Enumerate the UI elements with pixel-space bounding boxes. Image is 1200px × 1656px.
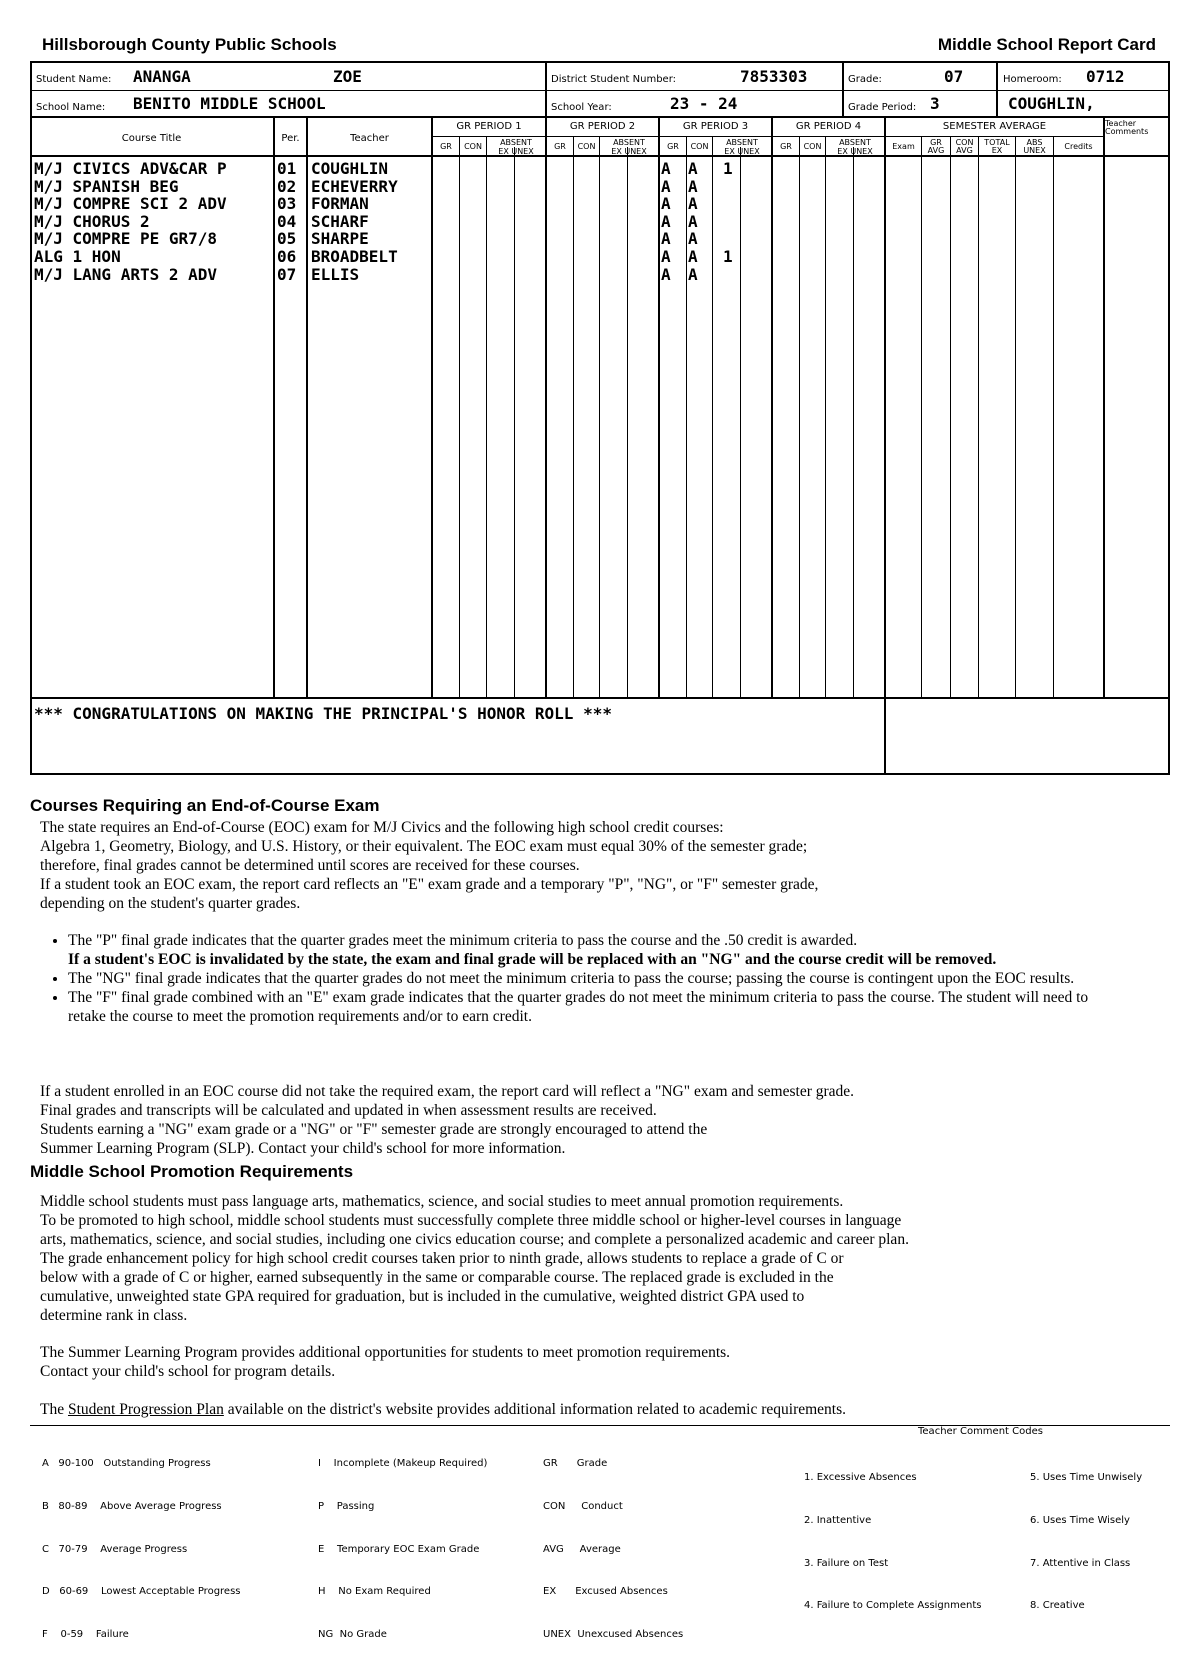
p3-gr: GR bbox=[667, 142, 679, 151]
grade-codes-legend bbox=[318, 1429, 487, 1656]
legend-line: AVG Average bbox=[543, 1543, 621, 1555]
p3-grade-cell: A bbox=[661, 264, 671, 284]
district-number: 7853303 bbox=[740, 67, 808, 86]
legend-line: EX Excused Absences bbox=[543, 1586, 668, 1598]
course-title-cell: M/J LANG ARTS 2 ADV bbox=[34, 264, 218, 284]
grade-scale-legend bbox=[42, 1429, 241, 1656]
promotion-line: arts, mathematics, science, and social studies, including one civics education course; and complete a personalized academic and career plan. bbox=[40, 1231, 909, 1248]
grade-label: Grade: bbox=[848, 74, 882, 85]
p3-conduct-cell: A bbox=[688, 211, 698, 231]
eoc-bullets bbox=[40, 931, 1100, 1026]
teacher-comment-codes-title: Teacher Comment Codes bbox=[918, 1426, 1043, 1437]
p4-absent: ABSENT bbox=[839, 138, 871, 147]
promotion-line: cumulative, unweighted state GPA required for graduation, but is included in the cumulative, weighted district GPA used to bbox=[40, 1288, 805, 1305]
sem-exam: Exam bbox=[892, 142, 915, 151]
honor-roll-message: *** CONGRATULATIONS ON MAKING THE PRINCIPAL'S HONOR ROLL *** bbox=[34, 704, 612, 723]
col-period-3: GR PERIOD 3 bbox=[682, 121, 749, 132]
slp-text bbox=[40, 1343, 1160, 1381]
bullet-f-grade: • The "F" final grade combined with an "E" exam grade indicates that the quarter grades do not meet the minimum criteria to pass the course. The student will need to retake the course to meet the promotion requirements and/or to earn credit. bbox=[68, 988, 1100, 1026]
slp-line: The Summer Learning Program provides additional opportunities for students to meet promotion requirements. bbox=[40, 1344, 731, 1361]
course-period-cell: 04 bbox=[277, 211, 297, 231]
p2-gr: GR bbox=[554, 142, 566, 151]
bullet-p-bold: If a student's EOC is invalidated by the state, the exam and final grade will be replaced with an "NG" and the course credit will be removed. bbox=[68, 951, 997, 968]
course-teacher-cell: FORMAN bbox=[311, 194, 369, 214]
col-course-title: Course Title bbox=[121, 133, 182, 144]
p3-grade-cell: A bbox=[661, 247, 671, 266]
eoc-intro-line: If a student took an EOC exam, the report card reflects an "E" exam grade and a temporary "P", "NG", or "F" semester grade, bbox=[40, 876, 819, 893]
legend-line: H No Exam Required bbox=[318, 1586, 431, 1598]
district-number-label: District Student Number: bbox=[551, 74, 677, 85]
course-title-cell: ALG 1 HON bbox=[34, 247, 121, 266]
p1-ex-unex: EX UNEX bbox=[498, 147, 534, 156]
course-teacher-cell: ECHEVERRY bbox=[311, 176, 398, 196]
p2-con: CON bbox=[577, 142, 596, 151]
course-title-cell: M/J SPANISH BEG bbox=[34, 176, 179, 196]
abbreviations-legend bbox=[543, 1429, 683, 1656]
eoc-intro-line: Algebra 1, Geometry, Biology, and U.S. History, or their equivalent. The EOC exam must equal 30% of the semester grade; bbox=[40, 838, 808, 855]
legend-line: 3. Failure on Test bbox=[804, 1557, 889, 1569]
eoc-note-line: If a student enrolled in an EOC course did not take the required exam, the report card will reflect a "NG" exam and semester grade. bbox=[40, 1083, 855, 1100]
p4-gr: GR bbox=[780, 142, 792, 151]
p3-grade-cell: A bbox=[661, 176, 671, 196]
student-progression-plan-link[interactable]: Student Progression Plan bbox=[67, 1401, 224, 1418]
promotion-text bbox=[40, 1192, 1170, 1325]
student-name-label: Student Name: bbox=[36, 74, 112, 85]
promotion-line: The grade enhancement policy for high school credit courses taken prior to ninth grade, allows students to replace a grade of C or bbox=[40, 1250, 844, 1267]
p3-conduct-cell: A bbox=[688, 247, 698, 266]
student-last-name: ANANGA bbox=[133, 67, 191, 86]
p3-excused-cell: 1 bbox=[723, 159, 733, 178]
p2-absent: ABSENT bbox=[613, 138, 645, 147]
bullet-p-text: The "P" final grade indicates that the quarter grades meet the minimum criteria to pass the course and the .50 credit is awarded. bbox=[68, 932, 858, 949]
course-title-cell: M/J COMPRE PE GR7/8 bbox=[34, 229, 218, 249]
sem-con-avg: CON AVG bbox=[955, 138, 974, 155]
p3-con: CON bbox=[690, 142, 709, 151]
plan-pre: The bbox=[40, 1401, 68, 1418]
p1-con: CON bbox=[464, 142, 482, 151]
school-name-label: School Name: bbox=[36, 102, 106, 113]
eoc-heading: Courses Requiring an End-of-Course Exam bbox=[30, 796, 380, 815]
legend-line: 5. Uses Time Unwisely bbox=[1030, 1472, 1143, 1484]
sem-credits: Credits bbox=[1064, 142, 1093, 151]
course-period-cell: 01 bbox=[277, 159, 297, 178]
progression-plan-text bbox=[40, 1400, 1160, 1419]
eoc-note-line: Final grades and transcripts will be calculated and updated in when assessment results are received. bbox=[40, 1102, 657, 1119]
bullet-p-grade bbox=[68, 931, 1100, 969]
course-teacher-cell: COUGHLIN bbox=[311, 159, 389, 178]
p3-ex-unex: EX UNEX bbox=[724, 147, 760, 156]
course-period-cell: 07 bbox=[277, 264, 297, 284]
promotion-line: Middle school students must pass language arts, mathematics, science, and social studies to meet annual promotion requirements. bbox=[40, 1193, 844, 1210]
student-first-name: ZOE bbox=[333, 67, 362, 86]
report-type: Middle School Report Card bbox=[937, 35, 1156, 54]
promotion-heading: Middle School Promotion Requirements bbox=[30, 1162, 354, 1181]
legend-line: 2. Inattentive bbox=[804, 1515, 872, 1527]
grade-value: 07 bbox=[944, 67, 964, 86]
p3-conduct-cell: A bbox=[688, 176, 698, 196]
course-teacher-cell: SCHARF bbox=[311, 211, 369, 231]
p3-conduct-cell: A bbox=[688, 229, 698, 249]
homeroom-value: 0712 bbox=[1086, 67, 1125, 86]
legend-line: UNEX Unexcused Absences bbox=[543, 1628, 684, 1640]
sem-total-ex: TOTAL EX bbox=[984, 138, 1010, 155]
eoc-intro-line: depending on the student's quarter grades. bbox=[40, 895, 301, 912]
sem-gr-avg: GR AVG bbox=[927, 138, 945, 155]
comment-codes-right bbox=[1030, 1443, 1142, 1628]
col-teacher: Teacher bbox=[350, 133, 389, 144]
legend-line: F 0-59 Failure bbox=[42, 1628, 129, 1640]
promotion-line: determine rank in class. bbox=[40, 1307, 188, 1324]
course-period-cell: 06 bbox=[277, 247, 297, 266]
legend-line: CON Conduct bbox=[543, 1501, 623, 1513]
p3-conduct-cell: A bbox=[688, 264, 698, 284]
legend-line: D 60-69 Lowest Acceptable Progress bbox=[42, 1586, 241, 1598]
promotion-line: To be promoted to high school, middle school students must successfully complete three middle school or higher-level courses in language bbox=[40, 1212, 902, 1229]
p3-grade-cell: A bbox=[661, 211, 671, 231]
legend-line: I Incomplete (Makeup Required) bbox=[318, 1458, 488, 1470]
p3-grade-cell: A bbox=[661, 229, 671, 249]
eoc-note bbox=[40, 1082, 1160, 1158]
bullet-ng-grade: • The "NG" final grade indicates that the quarter grades do not meet the minimum criteria to pass the course; passing the course is contingent upon the EOC results. bbox=[68, 969, 1100, 988]
p3-conduct-cell: A bbox=[688, 194, 698, 214]
course-title-cell: M/J COMPRE SCI 2 ADV bbox=[34, 194, 227, 214]
course-period-cell: 02 bbox=[277, 176, 297, 196]
p1-absent: ABSENT bbox=[500, 138, 532, 147]
course-period-cell: 03 bbox=[277, 194, 297, 214]
course-period-cell: 05 bbox=[277, 229, 297, 249]
p2-ex-unex: EX UNEX bbox=[611, 147, 647, 156]
p1-gr: GR bbox=[440, 142, 452, 151]
homeroom-label: Homeroom: bbox=[1003, 74, 1062, 85]
district-name: Hillsborough County Public Schools bbox=[42, 35, 337, 54]
course-teacher-cell: BROADBELT bbox=[311, 247, 398, 266]
eoc-intro-line: therefore, final grades cannot be determined until scores are received for these courses. bbox=[40, 857, 580, 874]
school-year: 23 - 24 bbox=[670, 94, 738, 113]
course-title-cell: M/J CIVICS ADV&CAR P bbox=[34, 159, 227, 178]
grade-period-value: 3 bbox=[930, 94, 940, 113]
col-period-2: GR PERIOD 2 bbox=[569, 121, 636, 132]
col-semester-average: SEMESTER AVERAGE bbox=[942, 121, 1047, 132]
eoc-note-line: Summer Learning Program (SLP). Contact your child's school for more information. bbox=[40, 1140, 566, 1157]
p3-grade-cell: A bbox=[661, 194, 671, 214]
course-teacher-cell: SHARPE bbox=[311, 229, 369, 249]
col-teacher-comments: Teacher Comments bbox=[1105, 119, 1149, 136]
col-per: Per. bbox=[281, 133, 300, 144]
school-name: BENITO MIDDLE SCHOOL bbox=[133, 94, 326, 113]
p4-con: CON bbox=[803, 142, 822, 151]
eoc-note-line: Students earning a "NG" exam grade or a "NG" or "F" semester grade are strongly encouraged to attend the bbox=[40, 1121, 708, 1138]
col-period-4: GR PERIOD 4 bbox=[795, 121, 862, 132]
legend-line: C 70-79 Average Progress bbox=[42, 1543, 188, 1555]
slp-line: Contact your child's school for program details. bbox=[40, 1363, 336, 1380]
p4-ex-unex: EX UNEX bbox=[837, 147, 873, 156]
grade-period-label: Grade Period: bbox=[848, 102, 917, 113]
col-period-1: GR PERIOD 1 bbox=[456, 121, 522, 132]
legend-line: 1. Excessive Absences bbox=[804, 1472, 917, 1484]
legend-line: 8. Creative bbox=[1030, 1600, 1085, 1612]
legend-line: GR Grade bbox=[543, 1458, 608, 1470]
homeroom-teacher: COUGHLIN, bbox=[1008, 94, 1095, 113]
legend-line: E Temporary EOC Exam Grade bbox=[318, 1543, 480, 1555]
legend-line: B 80-89 Above Average Progress bbox=[42, 1501, 222, 1513]
sem-abs-unex: ABS UNEX bbox=[1023, 138, 1046, 155]
comment-codes-left bbox=[804, 1443, 981, 1628]
legend-line: 6. Uses Time Wisely bbox=[1030, 1515, 1130, 1527]
eoc-intro bbox=[40, 818, 1160, 913]
p3-excused-cell: 1 bbox=[723, 247, 733, 266]
plan-post: available on the district's website provides additional information related to academic requirements. bbox=[223, 1401, 847, 1418]
course-title-cell: M/J CHORUS 2 bbox=[34, 211, 150, 231]
legend-line: 4. Failure to Complete Assignments bbox=[804, 1600, 982, 1612]
legend-line: NG No Grade bbox=[318, 1628, 387, 1640]
eoc-intro-line: The state requires an End-of-Course (EOC) exam for M/J Civics and the following high school credit courses: bbox=[40, 819, 724, 836]
legend-line: P Passing bbox=[318, 1501, 375, 1513]
legend-line: 7. Attentive in Class bbox=[1030, 1557, 1131, 1569]
p3-conduct-cell: A bbox=[688, 159, 698, 178]
promotion-line: below with a grade of C or higher, earned subsequently in the same or comparable course. The replaced grade is excluded in the bbox=[40, 1269, 834, 1286]
school-year-label: School Year: bbox=[551, 102, 612, 113]
p3-absent: ABSENT bbox=[726, 138, 758, 147]
course-teacher-cell: ELLIS bbox=[311, 264, 360, 284]
p3-grade-cell: A bbox=[661, 159, 671, 178]
legend-line: A 90-100 Outstanding Progress bbox=[42, 1458, 211, 1470]
